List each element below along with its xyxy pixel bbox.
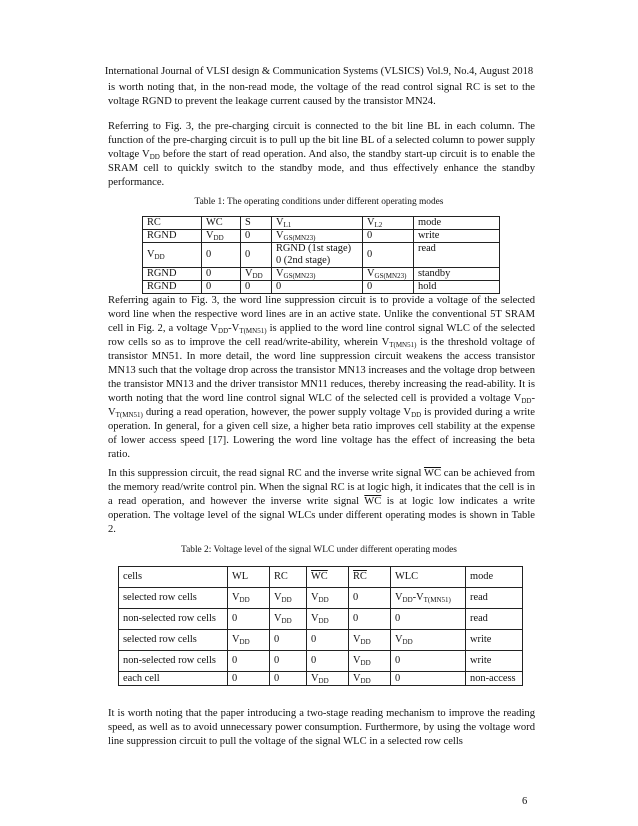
table-header-cell: mode <box>414 217 500 230</box>
table-row: RGND $V_{DD}$ 0 $V_{GS(MN23)}$ 0 write <box>143 230 500 243</box>
page-number: 6 <box>522 796 528 807</box>
table-row: RGND 0 0 0 0 hold <box>143 281 500 294</box>
table-row: RGND 0 $V_{DD}$ $V_{GS(MN23)}$ $V_{GS(MN23)}$ standby <box>143 268 500 281</box>
journal-header: International Journal of VLSI design & Communication Systems (VLSICS) Vol.9, No.4, August 2018 <box>104 66 534 77</box>
table-header-cell: RC <box>270 567 307 588</box>
table-row: each cell 0 0 $V_{DD}$ $V_{DD}$ 0 non-access <box>119 672 523 686</box>
table-header-cell: $V_{L2}$ <box>363 217 414 230</box>
paragraph-4: In this suppression circuit, the read signal RC and the inverse write signal $\overline{WC}$ can be achieved from the memory read/write control pin. When the signal RC is at logic high, it indicates that the cell is in a read operation, and however the inverse write signal $\overline{WC}$ is at logic low indicates a write operation. The voltage level of the signal WLCs under different operating modes is shown in Table 2. <box>108 468 535 535</box>
paragraph-5: It is worth noting that the paper introducing a two-stage reading mechanism to improve the reading speed, as well as to avoid unnecessary power consumption. Furthermore, by using the voltage word line suppression circuit to pull the voltage of the signal WLC in a selected row cells <box>108 708 535 747</box>
table-2 <box>118 566 523 686</box>
paragraph-3: Referring again to Fig. 3, the word line suppression circuit is to provide a voltage of the selected word line when the respective word lines are in an active state. Unlike the conventional 5T SRAM cell in Fig. 2, a voltage $V_{DD}-V_{T(MN51)}$ is applied to the word line control signal WLC of the selected row cells so as to improve the cell read/write-ability, wherein $V_{T(MN51)}$ is the threshold voltage of transistor MN51. In more detail, the word line suppression circuit weakens the access transistor MN13 such that the voltage drop across the transistor MN13 increases and the voltage drop between the transistor MN13 and the driver transistor MN11 reduces, thereby increasing the read-ability. It is worth noting that the word line control signal WLC of the selected cell is provided a voltage $V_{DD}-V_{T(MN51)}$ during a read operation, however, the power supply voltage $V_{DD}$ is provided during a write operation. In general, for a given cell size, a higher beta ratio improves cell stability at the expense of lower access speed [17]. Lowering the word line voltage has the effect of increasing the beta ratio. <box>108 295 535 460</box>
table-header-cell: $\overline{WC}$ <box>307 567 349 588</box>
table-1 <box>142 216 500 294</box>
table-row <box>143 217 500 230</box>
table-header-cell: WC <box>202 217 241 230</box>
table-row: selected row cells $V_{DD}$ $V_{DD}$ $V_{DD}$ 0 $V_{DD}-V_{T(MN51)}$ read <box>119 588 523 609</box>
paragraph-1: is worth noting that, in the non-read mode, the voltage of the read control signal RC is set to the voltage RGND to prevent the leakage current caused by the transistor MN24. <box>108 82 535 107</box>
table-header-cell: $\overline{RC}$ <box>349 567 391 588</box>
table-row: selected row cells $V_{DD}$ 0 0 $V_{DD}$ $V_{DD}$ write <box>119 630 523 651</box>
table-header-cell: WL <box>228 567 270 588</box>
table-header-cell: mode <box>466 567 523 588</box>
paragraph-2: Referring to Fig. 3, the pre-charging circuit is connected to the bit line BL in each column. The function of the pre-charging circuit is to pull up the bit line BL of a selected column to power supply voltage $V_{DD}$ before the start of read operation. And also, the standby start-up circuit is to enable the SRAM cell to quickly switch to the standby mode, and thus effectively enhance the standby performance. <box>108 121 535 188</box>
table-header-cell: WLC <box>391 567 466 588</box>
table-header-cell: RC <box>143 217 202 230</box>
table-row: non-selected row cells 0 $V_{DD}$ $V_{DD}$ 0 0 read <box>119 609 523 630</box>
table-header-cell: cells <box>119 567 228 588</box>
table-header-cell: $V_{L1}$ <box>272 217 363 230</box>
table-row <box>119 567 523 588</box>
table-row: non-selected row cells 0 0 0 $V_{DD}$ 0 write <box>119 651 523 672</box>
table-header-cell: S <box>241 217 272 230</box>
table-row: $V_{DD}$ 0 0 RGND (1st stage) 0 (2nd stage) 0 read <box>143 243 500 268</box>
table-2-caption: Table 2: Voltage level of the signal WLC under different operating modes <box>181 545 457 555</box>
table-1-caption: Table 1: The operating conditions under different operating modes <box>194 197 444 207</box>
